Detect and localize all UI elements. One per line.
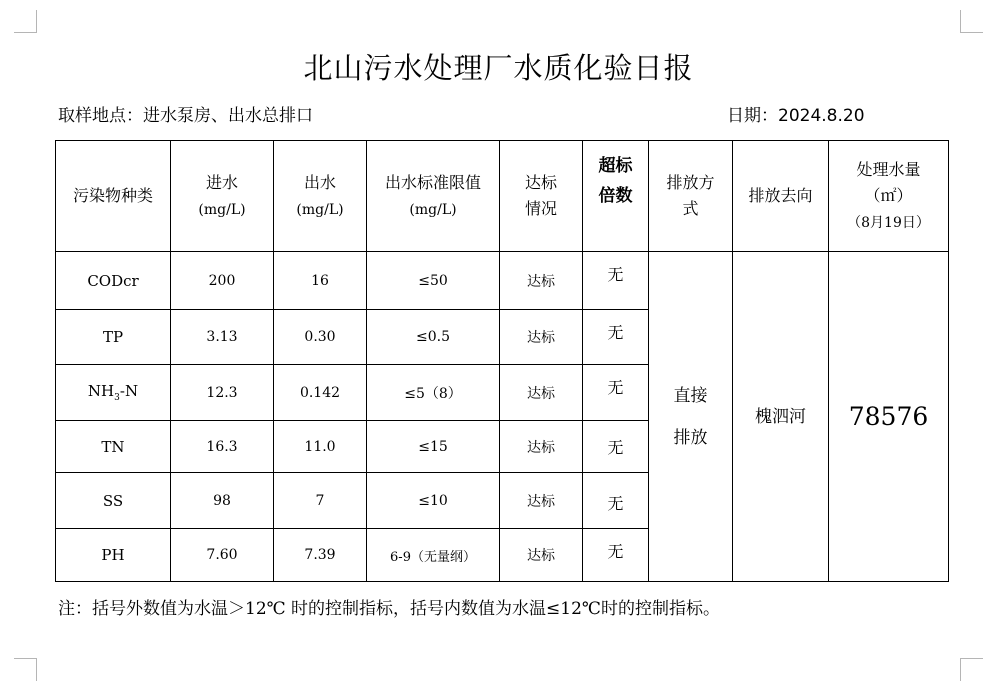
header-inflow: 进水 (mg/L) — [171, 141, 274, 252]
exceed-cell: 无 — [583, 252, 649, 310]
inflow-cell: 12.3 — [171, 365, 274, 421]
status-cell: 达标 — [500, 473, 583, 529]
corner-mark-bottom-right — [960, 658, 983, 681]
exceed-cell: 无 — [583, 421, 649, 473]
limit-cell: ≤50 — [367, 252, 500, 310]
header-pollutant: 污染物种类 — [56, 141, 171, 252]
exceed-cell: 无 — [583, 473, 649, 529]
header-outflow: 出水 (mg/L) — [274, 141, 367, 252]
pollutant-cell: TN — [56, 421, 171, 473]
corner-mark-bottom-left — [14, 658, 37, 681]
inflow-cell: 7.60 — [171, 529, 274, 582]
limit-cell: ≤15 — [367, 421, 500, 473]
footnote: 注：括号外数值为水温＞12℃ 时的控制指标，括号内数值为水温≤12℃时的控制指标。 — [58, 599, 720, 619]
status-cell: 达标 — [500, 529, 583, 582]
exceed-cell: 无 — [583, 529, 649, 582]
inflow-cell: 3.13 — [171, 310, 274, 365]
pollutant-cell: PH — [56, 529, 171, 582]
outflow-cell: 16 — [274, 252, 367, 310]
outflow-cell: 0.142 — [274, 365, 367, 421]
outflow-cell: 7 — [274, 473, 367, 529]
table-row — [56, 252, 949, 310]
outflow-cell: 7.39 — [274, 529, 367, 582]
header-status: 达标 情况 — [500, 141, 583, 252]
limit-cell: ≤10 — [367, 473, 500, 529]
discharge-method-cell: 直接 排放 — [649, 252, 733, 582]
corner-mark-top-left — [14, 10, 37, 33]
header-destination: 排放去向 — [733, 141, 829, 252]
outflow-cell: 0.30 — [274, 310, 367, 365]
header-exceed: 超标 倍数 — [583, 141, 649, 252]
report-title: 北山污水处理厂水质化验日报 — [303, 51, 694, 85]
status-cell: 达标 — [500, 421, 583, 473]
discharge-destination-cell: 槐泗河 — [733, 252, 829, 582]
header-volume: 处理水量 （㎡） （8月19日） — [829, 141, 949, 252]
pollutant-cell: $NH_3-N$ — [56, 365, 171, 421]
corner-mark-top-right — [960, 10, 983, 33]
header-row — [56, 141, 949, 252]
pollutant-cell: SS — [56, 473, 171, 529]
status-cell: 达标 — [500, 252, 583, 310]
report-date: 日期：2024.8.20 — [727, 106, 865, 126]
status-cell: 达标 — [500, 365, 583, 421]
inflow-cell: 200 — [171, 252, 274, 310]
treated-volume-cell: 78576 — [829, 252, 949, 582]
header-limit: 出水标准限值 (mg/L) — [367, 141, 500, 252]
limit-cell: 6-9（无量纲） — [367, 529, 500, 582]
inflow-cell: 98 — [171, 473, 274, 529]
pollutant-cell: CODcr — [56, 252, 171, 310]
exceed-cell: 无 — [583, 365, 649, 421]
limit-cell: ≤5（8） — [367, 365, 500, 421]
limit-cell: ≤0.5 — [367, 310, 500, 365]
water-quality-table — [55, 140, 949, 582]
exceed-cell: 无 — [583, 310, 649, 365]
header-method: 排放方 式 — [649, 141, 733, 252]
status-cell: 达标 — [500, 310, 583, 365]
pollutant-cell: TP — [56, 310, 171, 365]
sampling-location: 取样地点：进水泵房、出水总排口 — [58, 106, 313, 126]
outflow-cell: 11.0 — [274, 421, 367, 473]
inflow-cell: 16.3 — [171, 421, 274, 473]
